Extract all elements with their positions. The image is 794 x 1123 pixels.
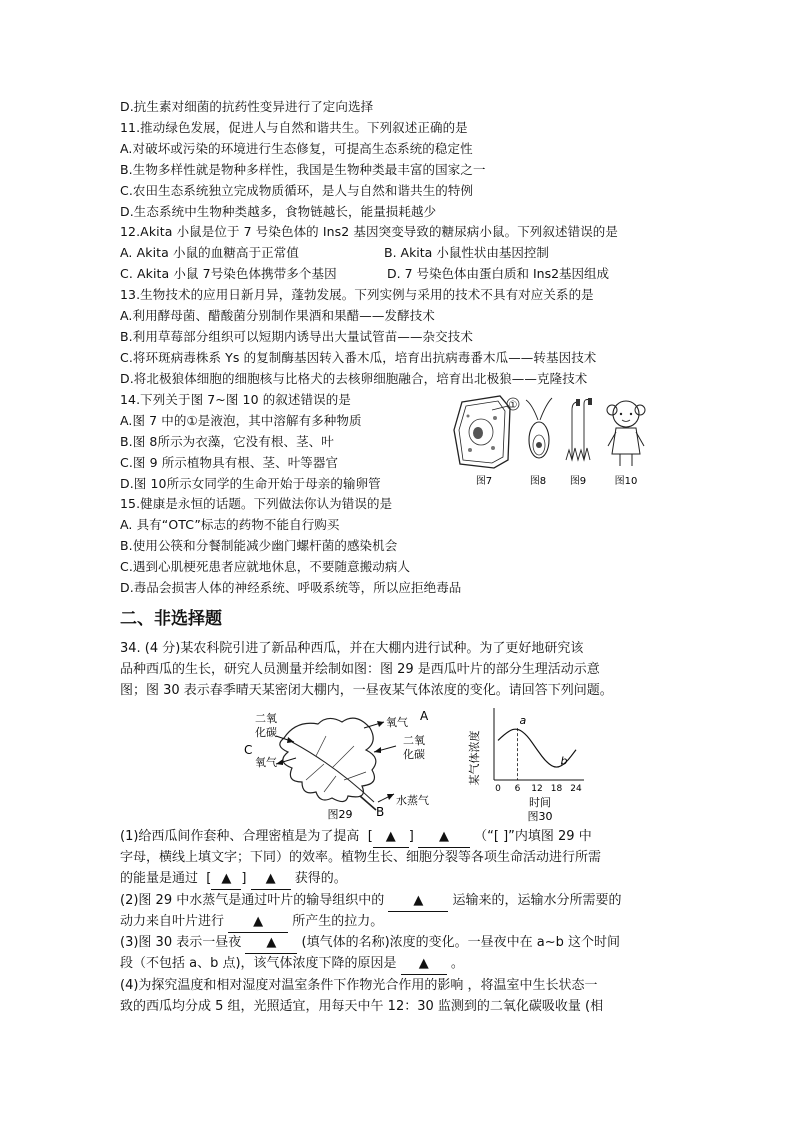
q34-part3-line2 [120,953,464,975]
q34-part1-line1 [120,826,592,848]
q12-option-d: D. 7 号染色体由蛋白质和 Ins2基因组成 [387,266,610,281]
q34-p1-blank-bracket[interactable]: [ ▲ ] [364,829,414,844]
leaf-diagram [236,706,446,822]
blank-g[interactable]: ▲ [245,932,297,954]
blank-c[interactable]: ▲ [211,868,241,890]
q12-stem: 12.Akita 小鼠是位于 7 号染色体的 Ins2 基因突变导致的糖尿病小鼠。下列叙述错误的是 [120,224,618,239]
fig10-caption: 图10 [614,476,638,487]
q14-stem: 14.下列关于图 7~图 10 的叙述错误的是 [120,392,351,407]
q12-option-b: B. Akita 小鼠性状由基因控制 [384,245,549,260]
x-tick-label: 18 [550,784,563,794]
blank-e[interactable]: ▲ [388,890,448,912]
q34-p3-text-a: (3)图 30 表示一昼夜 [120,935,242,950]
blank-d[interactable]: ▲ [251,868,291,890]
marker-1: ① [508,400,518,411]
q11-option-d: D.生态系统中生物种类越多，食物链越长，能量损耗越少 [120,204,437,219]
q13-stem: 13.生物技术的应用日新月异，蓬勃发展。下列实例与采用的技术不具有对应关系的是 [120,287,594,302]
q13-option-b: B.利用草莓部分组织可以短期内诱导出大量试管苗——杂交技术 [120,329,473,344]
x-tick-label: 6 [514,784,521,794]
q10-option-d: D.抗生素对细菌的抗药性变异进行了定向选择 [120,99,374,114]
q34-p1-text-a: (1)给西瓜间作套种、合理密植是为了提高 [120,829,360,844]
q34-p1-text-b: （“[ ]”内填图 29 中 [474,829,592,844]
x-tick-label: 0 [495,784,501,794]
label-a: A [420,709,429,723]
q34-p1-blank-bracket2[interactable]: [ ▲ ] [202,871,246,886]
girl-illustration [607,401,645,466]
label-b: B [376,805,385,819]
q13-option-d: D.将北极狼体细胞的细胞核与比格犬的去核卵细胞融合，培育出北极狼——克隆技术 [120,371,588,386]
plant-cell-illustration [454,396,519,468]
q34-part2-line1 [120,890,622,912]
co2-left-line1: 二氧 [255,712,277,725]
q34-part4-line1: (4)为探究温度和相对湿度对温室条件下作物光合作用的影响 ，将温室中生长状态一 [120,978,598,993]
q15-option-b: B.使用公筷和分餐制能减少幽门螺杆菌的感染机会 [120,538,398,553]
blank-f[interactable]: ▲ [228,911,288,933]
section-heading: 二、非选择题 [120,609,222,629]
q34-p1-text-d: 的能量是通过 [120,871,199,886]
q15-stem: 15.健康是永恒的话题。下列做法你认为错误的是 [120,496,393,511]
q11-stem: 11.推动绿色发展，促进人与自然和谐共生。下列叙述正确的是 [120,120,468,135]
q34-p1-text-e: 获得的。 [294,871,347,886]
vapor-label: 水蒸气 [396,794,429,807]
q12-option-c: C. Akita 小鼠 7号染色体携带多个基因 [120,266,337,281]
q11-option-c: C.农田生态系统独立完成物质循环，是人与自然和谐共生的特例 [120,183,474,198]
figure-29-leaf [236,706,446,822]
q34-part2-line2 [120,911,383,933]
q13-option-c: C.将环斑病毒株系 Ys 的复制酶基因转入番木瓜，培育出抗病毒番木瓜——转基因技术 [120,350,597,365]
o2-left-label: 氧气 [255,756,277,769]
figure-30-chart [464,700,596,824]
q15-option-a: A. 具有“OTC”标志的药物不能自行购买 [120,517,340,532]
x-tick-label: 24 [570,784,582,794]
blank-h[interactable]: ▲ [401,953,447,975]
point-a-label: a [519,714,527,728]
figures-7-10-illustration [448,390,660,488]
q34-intro-line1: 34. (4 分)某农科院引进了新品种西瓜，并在大棚内进行试种。为了更好地研究该 [120,641,584,656]
q14-option-d: D.图 10所示女同学的生命开始于母亲的输卵管 [120,476,381,491]
q14-option-b: B.图 8所示为衣藻，它没有根、茎、叶 [120,434,334,449]
q12-option-a: A. Akita 小鼠的血糖高于正常值 [120,245,299,260]
label-c: C [244,743,253,757]
q14-option-c: C.图 9 所示植物具有根、茎、叶等器官 [120,455,339,470]
q34-p3-text-d: 。 [450,956,464,971]
chart-xlabel: 时间 [529,796,551,809]
gas-concentration-chart [464,700,596,824]
q34-p3-text-b: (填气体的名称)浓度的变化。一昼夜中在 a~b 这个时间 [301,935,621,950]
q34-p2-text-d: 所产生的拉力。 [292,914,384,929]
q13-option-a: A.利用酵母菌、醋酸菌分别制作果酒和果醋——发酵技术 [120,308,435,323]
q11-option-a: A.对破坏或污染的环境进行生态修复，可提高生态系统的稳定性 [120,141,473,156]
blank-b[interactable]: ▲ [418,826,470,848]
co2-right-line1: 二氧 [403,734,425,747]
q34-part1-line2: 字母，横线上填文字；下同）的效率。植物生长、细胞分裂等各项生命活动进行所需 [120,850,602,865]
q34-intro-line3: 图；图 30 表示春季晴天某密闭大棚内，一昼夜某气体浓度的变化。请回答下列问题。 [120,683,613,698]
q34-p3-text-c: 段（不包括 a、b 点)，该气体浓度下降的原因是 [120,956,397,971]
x-tick-label: 12 [531,784,543,794]
q34-p2-text-c: 动力来自叶片进行 [120,914,225,929]
chart-ylabel: 某气体浓度 [468,730,481,786]
q15-option-d: D.毒品会损害人体的神经系统、呼吸系统等，所以应拒绝毒品 [120,580,462,595]
fig9-caption: 图9 [569,476,587,487]
q34-p2-text-b: 运输来的，运输水分所需要的 [452,893,622,908]
q11-option-b: B.生物多样性就是物种多样性，我国是生物种类最丰富的国家之一 [120,162,486,177]
point-b-label: b [560,754,568,768]
o2-right-label: 氧气 [386,716,408,729]
q15-option-c: C.遇到心肌梗死患者应就地休息，不要随意搬动病人 [120,559,411,574]
moss-illustration [566,398,592,460]
q34-part1-line3 [120,868,347,890]
fig7-caption: 图7 [475,476,493,487]
figures-7-to-10 [448,390,660,488]
chlamydomonas-illustration [526,398,552,458]
q34-part4-line2: 致的西瓜均分成 5 组，光照适宜，用每天中午 12：30 监测到的二氧化碳吸收量 (相 [120,999,604,1014]
fig30-caption: 图30 [527,810,553,823]
blank-a[interactable]: ▲ [373,826,409,848]
fig8-caption: 图8 [529,476,547,487]
fig29-caption: 图29 [327,808,353,821]
q34-p2-text-a: (2)图 29 中水蒸气是通过叶片的输导组织中的 [120,893,385,908]
q14-option-a: A.图 7 中的①是液泡，其中溶解有多种物质 [120,413,362,428]
q34-part3-line1 [120,932,620,954]
co2-right-line2: 化碳 [403,748,425,761]
q34-intro-line2: 品种西瓜的生长，研究人员测量并绘制如图：图 29 是西瓜叶片的部分生理活动示意 [120,662,600,677]
co2-left-line2: 化碳 [255,726,277,739]
